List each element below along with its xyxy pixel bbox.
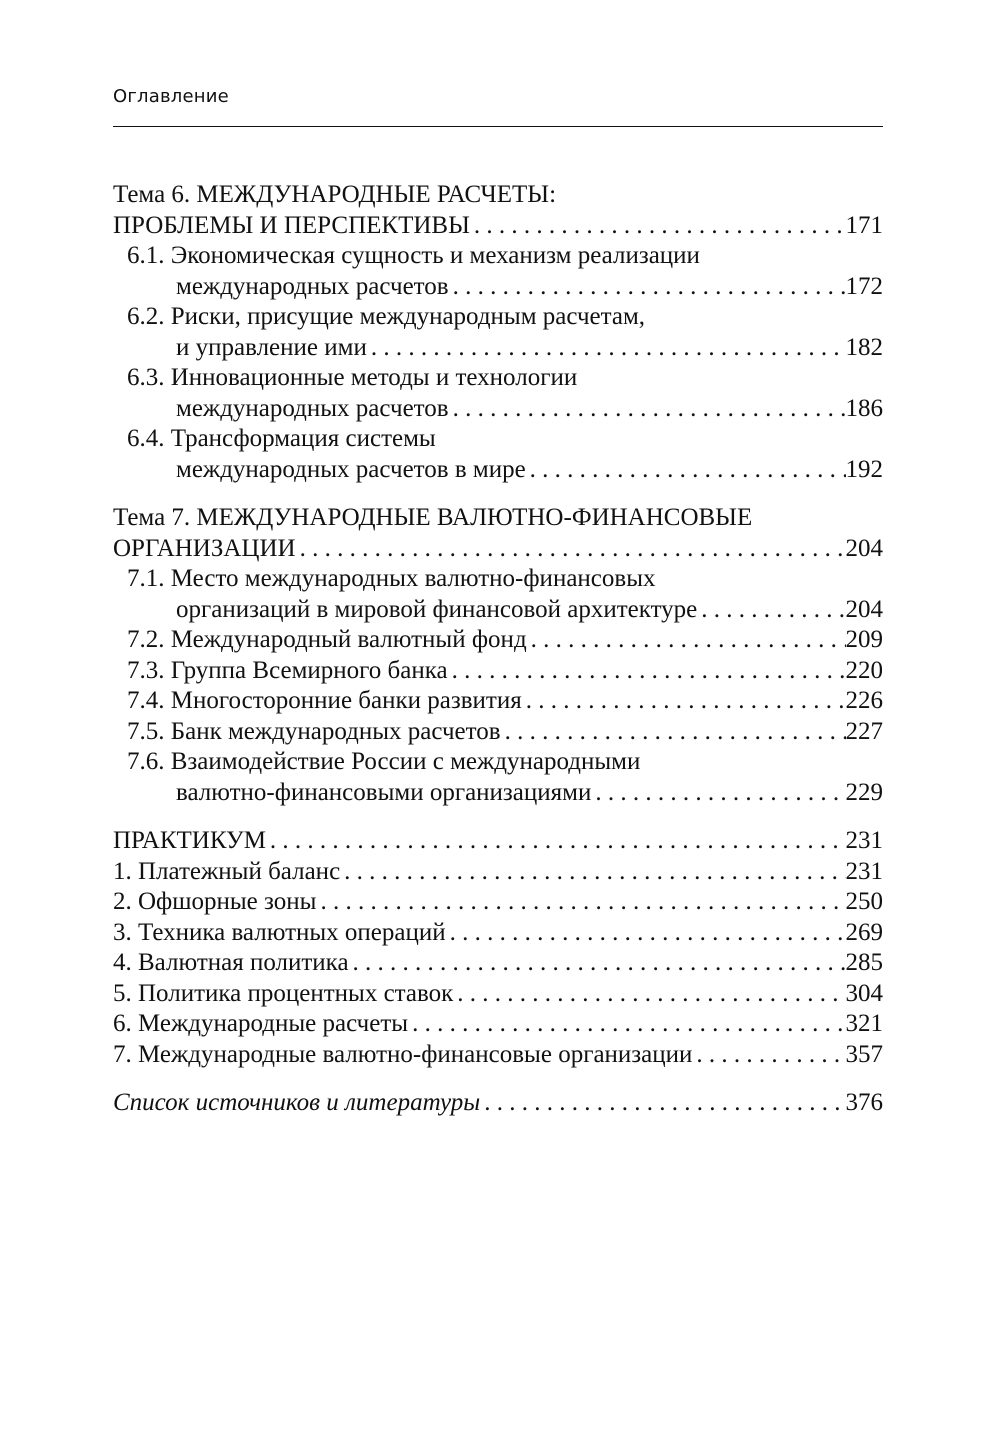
- toc-entry-title: 7.2. Международный валютный фонд: [127, 626, 527, 653]
- dot-leader: [526, 455, 846, 486]
- toc-entry-title: 7. Международные валютно-финансовые организации: [113, 1040, 693, 1068]
- toc-page-number: 231: [845, 857, 883, 885]
- toc-topic6-title-line1: Тема 6. МЕЖДУНАРОДНЫЕ РАСЧЕТЫ:: [113, 181, 557, 208]
- toc-section-7-6-line1: 7.6. Взаимодействие России с международными: [127, 748, 641, 775]
- toc-page-number: 231: [845, 827, 883, 854]
- dot-leader: [296, 534, 846, 565]
- toc-page-number: 172: [845, 272, 883, 300]
- toc-entry-title: ПРОБЛЕМЫ И ПЕРСПЕКТИВЫ: [113, 211, 470, 239]
- toc-entry-7-2[interactable]: [113, 625, 883, 656]
- toc-entry-practicum-1[interactable]: [113, 857, 883, 888]
- dot-leader: [697, 595, 845, 626]
- toc-entry-practicum-6[interactable]: [113, 1009, 883, 1040]
- toc-page-number: 304: [845, 979, 883, 1007]
- dot-leader: [449, 394, 846, 425]
- toc-entry-title: валютно-финансовыми организациями: [176, 778, 592, 806]
- toc-entry-title: международных расчетов в мире: [176, 455, 526, 483]
- dot-leader: [448, 656, 846, 687]
- toc-entry-practicum-5[interactable]: [113, 979, 883, 1010]
- table-of-contents: [113, 180, 883, 1119]
- toc-entry-title: 3. Техника валютных операций: [113, 918, 446, 946]
- toc-page-number: 376: [845, 1089, 883, 1116]
- toc-page-number: 220: [845, 656, 883, 684]
- toc-entry-7-1[interactable]: [113, 595, 883, 626]
- header-divider: [113, 126, 883, 127]
- toc-entry-topic7[interactable]: [113, 534, 883, 565]
- toc-entry-7-6[interactable]: [113, 778, 883, 809]
- toc-entry-6-2[interactable]: [113, 333, 883, 364]
- dot-leader: [316, 887, 845, 918]
- toc-entry-title: 7.5. Банк международных расчетов: [127, 717, 501, 745]
- toc-entry-title: и управление ими: [176, 333, 367, 361]
- toc-entry-title: международных расчетов: [176, 272, 449, 300]
- toc-entry-practicum-2[interactable]: [113, 887, 883, 918]
- toc-page-number: 250: [845, 888, 883, 915]
- toc-page-number: 204: [845, 534, 883, 562]
- dot-leader: [349, 948, 846, 979]
- toc-page-number: 204: [845, 595, 883, 623]
- toc-entry-title: 2. Офшорные зоны: [113, 888, 317, 915]
- toc-page-number: 227: [845, 717, 883, 745]
- toc-entry-title: 7.3. Группа Всемирного банка: [127, 656, 448, 684]
- dot-leader: [591, 778, 845, 809]
- toc-page-number: 209: [845, 626, 883, 653]
- toc-entry-title: организаций в мировой финансовой архитектуре: [176, 595, 698, 623]
- running-head: Оглавление: [113, 86, 229, 107]
- toc-entry-title: 7.4. Многосторонние банки развития: [127, 687, 522, 714]
- toc-entry-title: ПРАКТИКУМ: [113, 827, 266, 854]
- toc-entry-topic6[interactable]: [113, 211, 883, 242]
- toc-page-number: 321: [845, 1010, 883, 1037]
- toc-entry-title: 6. Международные расчеты: [113, 1010, 409, 1037]
- toc-page-number: 269: [845, 918, 883, 946]
- section-spacer: [113, 808, 883, 826]
- toc-entry-title: 1. Платежный баланс: [113, 857, 341, 885]
- toc-topic7-title-line1: Тема 7. МЕЖДУНАРОДНЫЕ ВАЛЮТНО-ФИНАНСОВЫЕ: [113, 504, 753, 531]
- dot-leader: [501, 717, 846, 748]
- toc-entry-practicum-7[interactable]: [113, 1040, 883, 1071]
- dot-leader: [446, 918, 846, 949]
- toc-entry-references[interactable]: [113, 1088, 883, 1119]
- dot-leader: [692, 1040, 845, 1071]
- toc-page-number: 186: [845, 394, 883, 422]
- toc-entry-7-4[interactable]: [113, 686, 883, 717]
- dot-leader: [522, 686, 846, 717]
- toc-section-7-1-line1: 7.1. Место международных валютно-финансовых: [127, 565, 656, 592]
- toc-page-number: 226: [845, 687, 883, 714]
- dot-leader: [408, 1009, 845, 1040]
- dot-leader: [266, 826, 846, 857]
- toc-page-number: 192: [845, 455, 883, 483]
- toc-section-6-1-line1: 6.1. Экономическая сущность и механизм реализации: [127, 242, 700, 269]
- dot-leader: [470, 211, 846, 242]
- toc-section-6-2-line1: 6.2. Риски, присущие международным расчетам,: [127, 303, 646, 330]
- dot-leader: [340, 857, 845, 888]
- toc-entry-title: 5. Политика процентных ставок: [113, 979, 454, 1007]
- toc-entry-practicum-3[interactable]: [113, 918, 883, 949]
- toc-entry-practicum[interactable]: [113, 826, 883, 857]
- dot-leader: [449, 272, 846, 303]
- section-spacer: [113, 485, 883, 503]
- toc-page-number: 357: [845, 1040, 883, 1068]
- dot-leader: [480, 1088, 845, 1119]
- dot-leader: [453, 979, 845, 1010]
- toc-page-number: 182: [845, 333, 883, 361]
- toc-entry-title: Список источников и литературы: [113, 1089, 481, 1116]
- toc-entry-6-4[interactable]: [113, 455, 883, 486]
- toc-page-number: 229: [845, 778, 883, 806]
- toc-page-number: 285: [845, 949, 883, 976]
- section-spacer: [113, 1070, 883, 1088]
- toc-section-6-3-line1: 6.3. Инновационные методы и технологии: [127, 364, 578, 391]
- toc-entry-title: ОРГАНИЗАЦИИ: [113, 534, 296, 562]
- dot-leader: [527, 625, 846, 656]
- toc-section-6-4-line1: 6.4. Трансформация системы: [127, 425, 436, 452]
- toc-entry-6-3[interactable]: [113, 394, 883, 425]
- toc-entry-7-3[interactable]: [113, 656, 883, 687]
- toc-entry-7-5[interactable]: [113, 717, 883, 748]
- toc-page-number: 171: [845, 211, 883, 239]
- toc-entry-6-1[interactable]: [113, 272, 883, 303]
- dot-leader: [367, 333, 846, 364]
- toc-entry-title: 4. Валютная политика: [113, 949, 349, 976]
- toc-entry-title: международных расчетов: [176, 394, 449, 422]
- toc-entry-practicum-4[interactable]: [113, 948, 883, 979]
